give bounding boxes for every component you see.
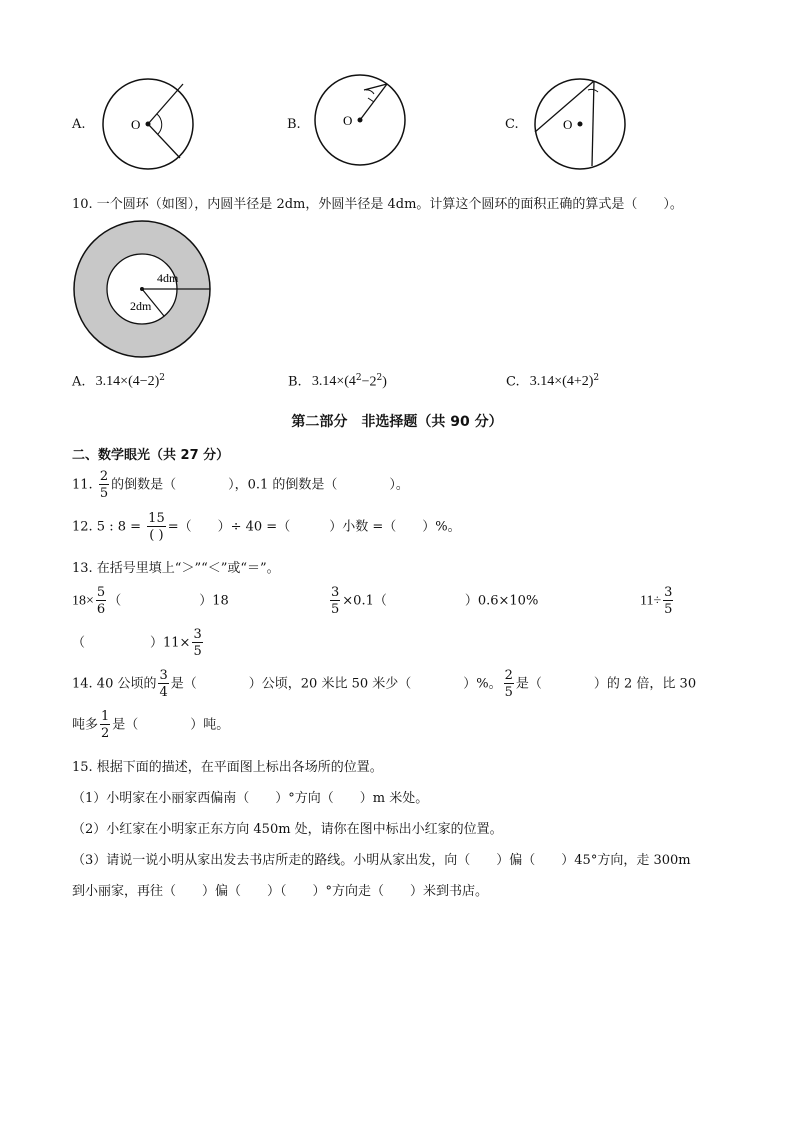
- q10-option-a: A. $3.14\times(4-2)^2$: [72, 373, 166, 390]
- inner-radius-label: 2dm: [130, 299, 152, 313]
- q13-text: 13. 在括号里填上“＞”“＜”或“＝”。: [72, 561, 280, 576]
- q13-item1: 18× $\frac{5}{6}$ （ ）18: [72, 585, 229, 617]
- q9-option-a-figure: [100, 78, 196, 174]
- q10-option-b: B. $3.14\times(4^2-2^2)$: [288, 373, 387, 390]
- part2-title: 第二部分 非选择题（共 90 分）: [291, 414, 503, 430]
- q9-option-b-figure: [312, 72, 408, 168]
- q13-item3: 11÷ $\frac{3}{5}$: [640, 585, 673, 617]
- q15-sub1: （1）小明家在小丽家西偏南（ ）°方向（ ）m 米处。: [72, 791, 429, 806]
- outer-radius-label: 4dm: [157, 271, 179, 285]
- q11: 11. $\frac{2}{5}$ 的倒数是（ ），0.1 的倒数是（ ）。: [72, 469, 409, 501]
- q9-a-center-label: O: [131, 117, 141, 132]
- q9-c-center-label: O: [563, 117, 573, 132]
- q9-option-a-label: A.: [72, 117, 86, 132]
- q9-b-center-label: O: [343, 113, 353, 128]
- q12: 12. 5 : 8 = $\frac{15}{( )}$ =（ ）÷ 40 =（ ）小数 =（ ）%。: [72, 511, 461, 543]
- q15-sub3-line1: （3）请说一说小明从家出发去书店所走的路线。小明从家出发，向（ ）偏（ ）45°方向，走 300m: [72, 853, 691, 868]
- q10-option-c: C. $3.14\times(4+2)^2$: [506, 373, 600, 390]
- q14-line1: 14. 40 公顷的 $\frac{3}{4}$ 是（ ）公顷，20 米比 50 米少（ ）%。 $\frac{2}{5}$ 是（ ）的 2 倍，比 30: [72, 668, 697, 700]
- q14-line2: 吨多 $\frac{1}{2}$ 是（ ）吨。: [72, 709, 230, 741]
- q10-text: 10. 一个圆环（如图），内圆半径是 2dm，外圆半径是 4dm。计算这个圆环的面积正确的算式是（ ）。: [72, 197, 683, 212]
- q13-item4: （ ）11× $\frac{3}{5}$: [72, 627, 202, 659]
- q15-sub3-line2: 到小丽家，再往（ ）偏（ ）（ ）°方向走（ ）米到书店。: [72, 884, 489, 899]
- q13-item2: $\frac{3}{5}$ ×0.1（ ）0.6×10%: [331, 585, 539, 617]
- section2-title: 二、数学眼光（共 27 分）: [72, 448, 230, 463]
- q9-option-b-label: B.: [287, 117, 301, 132]
- q9-option-c-label: C.: [505, 117, 519, 132]
- q15-sub2: （2）小红家在小明家正东方向 450m 处，请你在图中标出小红家的位置。: [72, 822, 503, 837]
- q9-option-c-figure: [532, 76, 628, 172]
- q15-title: 15. 根据下面的描述，在平面图上标出各场所的位置。: [72, 760, 383, 775]
- q10-ring-figure: [72, 220, 214, 362]
